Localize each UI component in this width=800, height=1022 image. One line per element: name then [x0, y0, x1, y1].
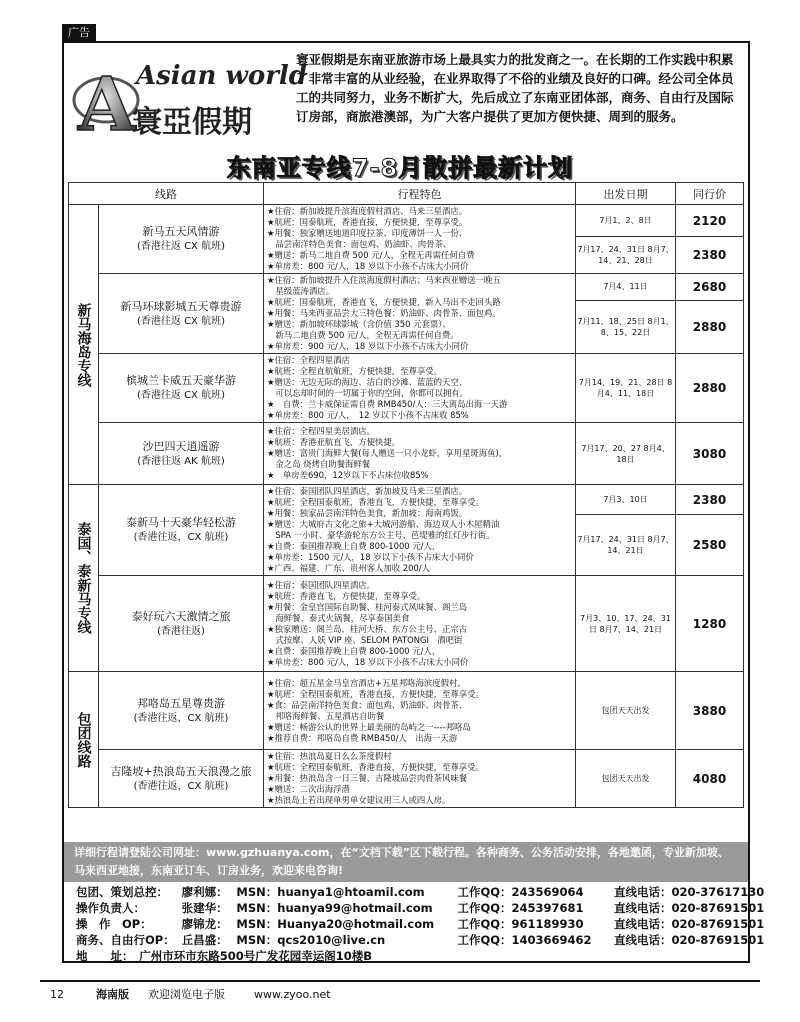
logo-brand-en: Asian world: [136, 61, 307, 91]
detail-line: 品尝南洋特色美食：面包鸡、奶油虾、肉骨茶、: [267, 239, 452, 249]
detail-line: ★单房差：800 元/人， 12 岁以下小孩不占床收 85%: [267, 410, 469, 420]
detail-line: ★单房差：900 元/人，18 岁以下小孩不占床大小同价: [267, 341, 469, 351]
detail-line: ★赠送：二次出海浮潜: [267, 784, 350, 794]
route-name: 邦咯岛五星尊贵游: [137, 696, 225, 710]
contact-list: [76, 884, 765, 964]
departure-date: 7月17、24、31日 8月7、14、21、28日: [576, 237, 676, 274]
table-row: [69, 274, 744, 301]
contact-qq: 工作QQ：245397681: [457, 901, 584, 915]
route-flight: (香港往返，CX 航班): [133, 712, 229, 724]
detail-line: ★推荐自费：邦咯岛自费 RMB450/人 出海一天游: [267, 732, 458, 743]
detail-line: ★自费：泰国推荐晚上自费 800-1000 元/人，: [267, 541, 441, 551]
detail-line: ★航班：香港直飞，方便快捷，至尊享受。: [267, 590, 426, 601]
contact-row: [76, 900, 765, 916]
contact-role: 商务、自由行OP：: [76, 933, 175, 947]
trade-price: 1280: [676, 576, 744, 672]
detail-line: ★ 自费：兰卡威保证需自费 RMB450/人：三大离岛出海一天游: [267, 399, 508, 409]
departure-date: 7月3、10、17、24、31日 8月7、14、21日: [576, 576, 676, 672]
route-name: 新马环球影城五天尊贵游: [120, 299, 242, 313]
detail-line: ★航班：国泰航班，香港直飞，方便快捷，新入马出不走回头路: [267, 297, 501, 307]
detail-line: 可以忘却时间的一切属于你的空间，你都可以拥有。: [267, 388, 468, 398]
detail-line: ★赠送：新马二地自费 500 元/人，全程无再需任何自费: [267, 250, 475, 260]
contact-msn[interactable]: MSN：huanya99@hotmail.com: [236, 901, 433, 915]
detail-line: 邦咯海鲜餐、五星酒店自助餐: [267, 710, 385, 721]
departure-date: 7月17、24、31日 8月7、14、21日: [576, 515, 676, 576]
route-flight: (香港往返 CX 航班): [137, 315, 225, 327]
route-name: 新马五天风情游: [142, 225, 220, 238]
table-row: [69, 485, 744, 515]
detail-line: ★热浪岛上若出现单男单女建议用三人或四人房。: [267, 795, 451, 805]
logo-brand-cn: 寰亞假期: [132, 105, 252, 140]
detail-line: ★单房差：800 元/人，18 岁以下小孩不占床大小同价: [267, 656, 469, 667]
contact-msn[interactable]: MSN：Huanya20@hotmail.com: [236, 917, 435, 931]
detail-line: ★赠送：新加坡环球影城（含价值 350 元套票）、: [267, 319, 451, 329]
departure-date: 7月3、10日: [576, 485, 676, 515]
detail-line: ★住宿：新加坡提升滨海度假村酒店、马来三星酒店。: [267, 206, 468, 216]
detail-line: ★用餐：金皇宫国际自助餐、桂河泰式风味餐、阁兰岛: [267, 601, 468, 612]
route-name-cell: [99, 485, 264, 576]
page-number: 12: [50, 988, 64, 1001]
company-intro: 寰亚假期是东南亚旅游市场上最具实力的批发商之一。在长期的工作实践中积累了非常丰富的从业经验，在业界取得了不俗的业绩及良好的口碑。经公司全体员工的共同努力，业务不断扩大，先后成立了东南亚团体部，商务、自由行及国际订房部，商旅港澳部，为广大客户提供了更加方便快捷、周到的服务。: [296, 52, 734, 124]
detail-line: ★赠送：畅游公认的世界上最美丽的岛屿之一----邦咯岛: [267, 721, 471, 732]
detail-line: ★住宿：全程四星酒店: [267, 355, 350, 365]
route-flight: (香港往返 CX 航班): [137, 390, 225, 401]
trade-price: 2680: [676, 274, 744, 301]
detail-line: ★住宿：热浪岛夏日么么茶度假村: [267, 751, 392, 761]
contact-qq: 工作QQ：243569064: [457, 885, 584, 899]
route-name-cell: [99, 750, 264, 808]
detail-line: ★航班：全程直航航班，方便快捷，至尊享受。: [267, 366, 443, 376]
route-flight: (香港往返 AK 航班): [137, 455, 225, 467]
detail-line: ★住宿：超五星金马皇宫酒店+五星邦咯海滨度假村。: [267, 677, 466, 688]
header-route: 线路: [69, 183, 264, 205]
detail-line: SPA 一小时、豪华游轮东方公主号、芭堤雅的红灯步行街。: [267, 530, 495, 540]
contact-name: 廖利娜：: [181, 885, 228, 899]
route-flight: (香港往返): [157, 625, 205, 637]
detail-line: ★食：品尝南洋特色美食：面包鸡、奶油虾、肉骨茶、: [267, 699, 468, 710]
detail-line: ★住宿：泰国团队四星酒店。: [267, 579, 376, 590]
departure-date: 包团天天出发: [576, 750, 676, 808]
route-name: 吉隆坡+热浪岛五天浪漫之旅: [110, 764, 252, 778]
edition-label: 海南版: [96, 988, 129, 1001]
site-link[interactable]: www.zyoo.net: [254, 988, 331, 1001]
departure-date: 7月4、11日: [576, 274, 676, 301]
contact-role: 包团、策划总控：: [76, 885, 168, 899]
trade-price: 2380: [676, 237, 744, 274]
detail-line: ★赠送：无边无际的海边、洁白的沙滩、蓝蓝的天空、: [267, 377, 468, 387]
detail-line: ★赠送：富贵门海鲜大餐(每人赠送一只小龙虾，享用星斑海鱼)，: [267, 448, 508, 458]
detail-line: ★赠送：大城府古文化之旅+大城河游船、海边双人小木屋精油: [267, 519, 500, 529]
logo-letter: A: [78, 62, 136, 148]
detail-line: ★用餐：马来西亚品尝大三特色餐：奶油虾、肉骨茶、面包鸡。: [267, 308, 501, 318]
table-row: [69, 576, 744, 672]
detail-line: ★用餐：独家赠送地道印度拉茶、印度薄饼一人一份、: [267, 228, 468, 238]
table-row: [69, 750, 744, 808]
trade-price: 2380: [676, 485, 744, 515]
detail-line: ★航班：全程国泰航班，香港直飞，方便快捷，至尊享受。: [267, 497, 484, 507]
banner-title: 东南亚专线7-8月散拼最新计划: [226, 154, 574, 182]
contact-role: 操 作 OP：: [76, 917, 152, 931]
route-details: [264, 750, 576, 808]
route-details: [264, 672, 576, 750]
detail-line: ★独家赠送：阁兰岛、桂河大桥、东方公主号、正宗古: [267, 623, 468, 634]
detail-line: ★自费：泰国推荐晚上自费 800-1000 元/人，: [267, 645, 441, 656]
detail-line: ★住宿：新加坡提升入住滨海度假村酒店；马来西亚赠送一晚五: [267, 275, 501, 285]
departure-date: 7月17、20、27 8月4、18日: [576, 423, 676, 485]
contact-qq: 工作QQ：961189930: [457, 917, 584, 931]
detail-line: ★广西、福建、广东、贵州客人加收 200/人: [267, 563, 430, 573]
departure-date: 7月1、2、8日: [576, 205, 676, 237]
trade-price: 4080: [676, 750, 744, 808]
contact-phone: 直线电话：020-37617130: [614, 885, 765, 899]
detail-line: ★住宿：泰国团队四星酒店，新加坡及马来三星酒店。: [267, 486, 468, 496]
detail-line: ★航班：全程国泰航班，香港直接，方便快捷，至尊享受。: [267, 688, 484, 699]
contact-phone: 直线电话：020-87691501: [614, 917, 765, 931]
departure-date: 7月11、18、25日 8月1、8、15、22日: [576, 300, 676, 353]
contact-qq: 工作QQ：1403669462: [457, 933, 592, 947]
route-name-cell: [99, 274, 264, 354]
route-name-cell: [99, 423, 264, 485]
footer-notice: 详细行程请登陆公司网址：www.gzhuanya.com，在“文档下载”区下载行程。各种商务、公务活动安排，各地邀函，专业新加坡、马来西亚地接，东南亚订车、订房业务，欢迎来电咨询!: [64, 842, 748, 882]
contact-row: [76, 932, 765, 948]
tour-plan-table: [68, 182, 744, 808]
detail-line: ★单房差：1500 元/人，18 岁以下小孩不占床大小同价: [267, 552, 474, 562]
contact-phone: 直线电话：020-87691501: [614, 933, 765, 947]
slogan: 欢迎浏览电子版: [148, 988, 225, 1001]
route-details: [264, 485, 576, 576]
trade-price: 3080: [676, 423, 744, 485]
trade-price: 2880: [676, 354, 744, 423]
table-header-row: [69, 183, 744, 205]
route-name-cell: [99, 205, 264, 274]
route-name: 泰新马十天豪华轻松游: [126, 516, 236, 529]
route-details: [264, 354, 576, 423]
contact-role: 操作负责人：: [76, 901, 145, 915]
route-name: 泰好玩六天激情之旅: [131, 609, 231, 623]
table-row: [69, 672, 744, 750]
route-flight: (香港往返 CX 航班): [137, 241, 225, 252]
contact-msn[interactable]: MSN：qcs2010@live.cn: [236, 933, 386, 947]
company-address: 地 址： 广州市环市东路500号广发花园幸运阁10楼B: [76, 949, 373, 963]
departure-date: 7月14、19、21、28日 8月4、11、18日: [576, 354, 676, 423]
detail-line: 金之岛 烧烤自助餐海鲜餐: [267, 459, 371, 469]
trade-price: 2880: [676, 300, 744, 353]
table-row: [69, 423, 744, 485]
page-bar: [40, 980, 760, 1006]
route-flight: (香港往返，CX 航班): [133, 532, 229, 543]
route-name: 槟城兰卡威五天豪华游: [126, 374, 236, 387]
region-label: 包团线路: [69, 672, 99, 808]
trade-price: 3880: [676, 672, 744, 750]
header-date: 出发日期: [576, 183, 676, 205]
table-row: [69, 354, 744, 423]
detail-line: 式按摩、人妖 VIP 座、SELOM PATONGI 酒吧街: [267, 634, 463, 645]
departure-date: 包团天天出发: [576, 672, 676, 750]
route-name-cell: [99, 576, 264, 672]
detail-line: ★航班：全程国泰航班，香港直接，方便快捷，至尊享受。: [267, 762, 484, 772]
detail-line: ★ 单房差690，12岁以下不占床位收85%: [267, 470, 429, 480]
detail-line: ★航班：国泰航班，香港直接，方便快捷，至尊享受。: [267, 217, 468, 227]
route-flight: (香港往返，CX 航班): [133, 780, 229, 792]
detail-line: 新马二地自费 500 元/人，全程无再需任何自费。: [267, 330, 459, 340]
detail-line: ★用餐：热浪岛含一日三餐、吉隆坡品尝肉骨茶风味餐: [267, 773, 468, 783]
region-label: 泰国、泰新马专线: [69, 485, 99, 672]
detail-line: ★单房差：800 元/人，18 岁以下小孩不占床大小同价: [267, 261, 469, 271]
contact-msn[interactable]: MSN：huanya1@htoamil.com: [236, 885, 425, 899]
contact-row: [76, 884, 765, 900]
ad-tag: 广告: [62, 24, 96, 42]
header-details: 行程特色: [264, 183, 576, 205]
route-details: [264, 576, 576, 672]
detail-line: ★住宿：全程四星美居酒店。: [267, 426, 376, 436]
detail-line: 海鲜餐、泰式火锅餐，尽享泰国美食: [267, 612, 410, 623]
route-details: [264, 423, 576, 485]
route-name-cell: [99, 354, 264, 423]
contact-name: 廖锦龙：: [181, 917, 228, 931]
detail-line: ★用餐：独家品尝南洋特色美食，新加坡：海南鸡饭。: [267, 508, 468, 518]
contact-name: 张建华：: [181, 901, 228, 915]
route-details: [264, 274, 576, 354]
route-details: [264, 205, 576, 274]
route-name-cell: [99, 672, 264, 750]
route-name: 沙巴四天逍遥游: [142, 439, 220, 453]
detail-line: ★航班：香港亚航直飞，方便快捷。: [267, 437, 401, 447]
header-price: 同行价: [676, 183, 744, 205]
detail-line: 星级蓝涛酒店。: [267, 286, 334, 296]
contact-phone: 直线电话：020-87691501: [614, 901, 765, 915]
region-label: 新马海岛专线: [69, 205, 99, 485]
contact-name: 丘昌盛：: [181, 933, 228, 947]
trade-price: 2580: [676, 515, 744, 576]
contact-row: [76, 916, 765, 932]
asian-world-logo: [70, 48, 307, 150]
trade-price: 2120: [676, 205, 744, 237]
table-row: [69, 205, 744, 237]
